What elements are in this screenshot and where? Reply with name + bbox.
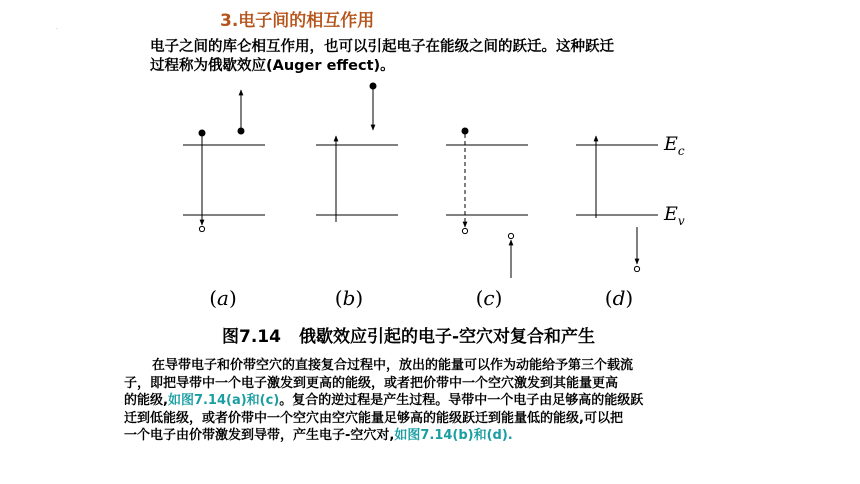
ev-label: $E_v$ xyxy=(664,203,685,228)
hole-circle xyxy=(462,228,467,233)
para-line-5: 一个电子由价带激发到导带，产生电子-空穴对,如图7.14(b)和(d). xyxy=(124,428,513,443)
panel-label-c: (c) xyxy=(475,286,503,310)
electron-dot xyxy=(199,130,205,136)
panel-d-transitions xyxy=(596,136,640,272)
figure-title: 俄歇效应引起的电子-空穴对复合和产生 xyxy=(298,327,596,347)
panel-a-transitions xyxy=(199,90,244,232)
hole-circle xyxy=(508,233,513,238)
figure-caption xyxy=(222,322,595,347)
panel-label-d: (d) xyxy=(604,286,634,310)
hole-circle xyxy=(634,266,639,271)
figure-ref-b-d[interactable]: 如图7.14(b)和(d). xyxy=(394,428,513,443)
body-paragraph xyxy=(124,357,784,445)
panel-b-transitions xyxy=(336,83,376,222)
para-line-4: 迁到低能级，或者价带中一个空穴由空穴能量足够高的能级跃迁到能量低的能级,可以把 xyxy=(124,410,623,426)
ev-subscript: v xyxy=(677,214,685,228)
intro-line-1: 电子之间的库仑相互作用，也可以引起电子在能级之间的跃迁。这种跃迁 xyxy=(150,39,614,55)
panel-c-transitions xyxy=(462,128,514,278)
panel-label-a: (a) xyxy=(209,286,237,310)
electron-dot xyxy=(370,83,376,89)
slide-corner-mark: · xyxy=(56,26,58,33)
para-line-3: 的能级,如图7.14(a)和(c)。复合的逆过程是产生过程。导带中一个电子由足够高的能级跃 xyxy=(124,393,644,408)
figure-ref-a-c[interactable]: 如图7.14(a)和(c) xyxy=(167,393,280,408)
para-line-1: 在导带电子和价带空穴的直接复合过程中，放出的能量可以作为动能给予第三个载流 xyxy=(152,358,634,373)
electron-dot xyxy=(238,128,244,134)
energy-levels xyxy=(183,145,658,215)
panel-label-b: (b) xyxy=(334,286,364,310)
intro-line-2: 过程称为俄歇效应(Auger effect)。 xyxy=(150,58,395,74)
ec-label: $E_c$ xyxy=(664,133,685,158)
para-line-2: 子，即把导带中一个电子激发到更高的能级，或者把价带中一个空穴激发到其能量更高 xyxy=(124,375,619,391)
section-heading: 3.电子间的相互作用 xyxy=(220,11,375,31)
figure-number: 图7.14 xyxy=(222,327,281,347)
ec-subscript: c xyxy=(677,144,685,158)
hole-circle xyxy=(199,226,204,231)
electron-dot xyxy=(462,128,468,134)
